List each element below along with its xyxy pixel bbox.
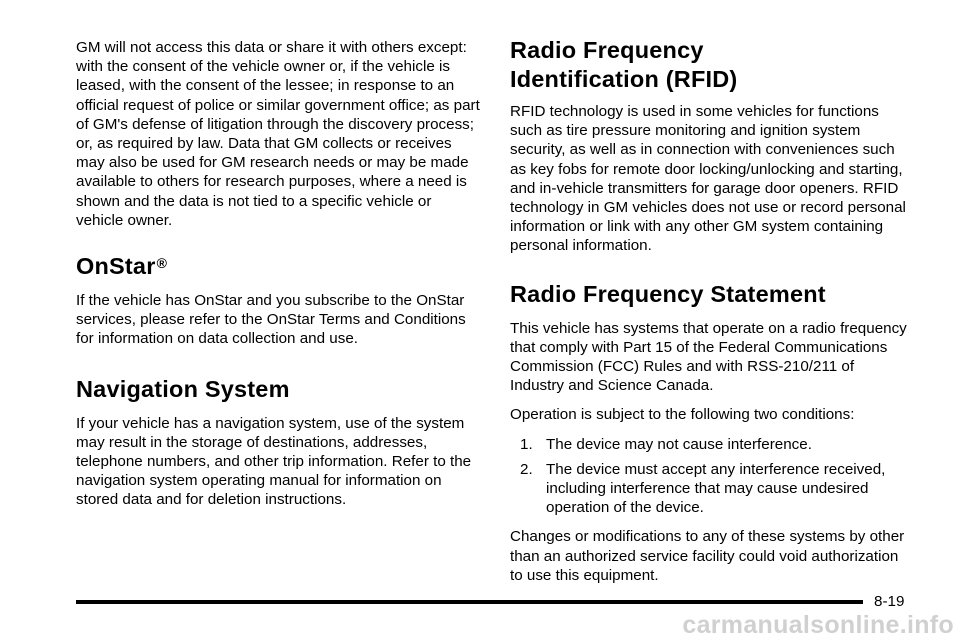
left-column (76, 38, 481, 520)
list-item-number: 1. (520, 435, 533, 453)
onstar-heading-text: OnStar (76, 253, 156, 280)
list-item (510, 435, 912, 454)
rfid-paragraph: RFID technology is used in some vehicles for functions such as tire pressure monitoring and ignition system security, as well as in connection with conveniences such as key fobs for remote door locking/unlocking and starting, and in-vehicle transmitters for garage door openers. RFID technology in GM vehicles does not use or record personal information or link with any other GM system containing personal information. (510, 103, 906, 255)
radio-frequency-statement-heading: Radio Frequency Statement (510, 280, 826, 307)
onstar-paragraph: If the vehicle has OnStar and you subscribe to the OnStar services, please refer to the OnStar Terms and Conditions for information on data collection and use. (76, 292, 466, 348)
list-item-text: The device must accept any interference received, including interference that may cause undesired operation of the device. (546, 460, 886, 517)
navigation-paragraph: If your vehicle has a navigation system, use of the system may result in the storage of destinations, addresses, telephone numbers, and other trip information. Refer to the navigation system operating manual for information on stored data and for deletion instructions. (76, 414, 472, 509)
navigation-heading: Navigation System (76, 375, 290, 402)
data-access-paragraph: GM will not access this data or share it with others except: with the consent of the vehicle owner or, if the vehicle is leased, with the consent of the lessee; in response to an official request of police or similar government office; as part of GM's defense of litigation through the discovery process; or, as required by law. Data that GM collects or receives may also be used for GM research needs or may be made available to others for research purposes, where a need is shown and the data is not tied to a specific vehicle or vehicle owner. (76, 39, 480, 229)
conditions-intro: Operation is subject to the following two conditions: (510, 406, 855, 424)
footer-rule (76, 600, 863, 604)
registered-mark: ® (156, 255, 168, 272)
onstar-heading (76, 252, 481, 281)
list-item (510, 460, 912, 518)
watermark: carmanualsonline.info (682, 611, 954, 639)
rfid-heading (510, 36, 912, 93)
rfid-heading-line2: Identification (RFID) (510, 65, 738, 92)
conditions-list (510, 435, 912, 518)
rfid-heading-line1: Radio Frequency (510, 37, 704, 63)
rfs-paragraph: This vehicle has systems that operate on a radio frequency that comply with Part 15 of the Federal Communications Commission (FCC) Rules and with RSS-210/211 of Industry and Science Canada. (510, 319, 907, 395)
right-column (510, 38, 912, 595)
list-item-text: The device may not cause interference. (546, 435, 812, 453)
changes-paragraph: Changes or modifications to any of these systems by other than an authorized service facility could void authorization to use this equipment. (510, 528, 905, 584)
list-item-number: 2. (520, 460, 533, 478)
page-number: 8-19 (874, 593, 905, 610)
